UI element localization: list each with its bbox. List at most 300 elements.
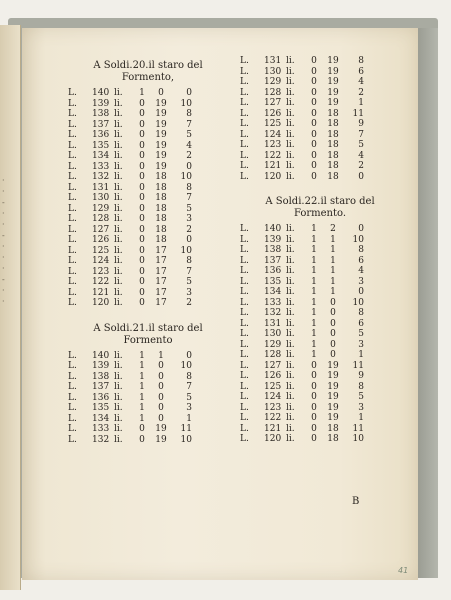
soldi-cell: 17 <box>155 245 167 256</box>
lire-mark-cell: li. <box>286 276 295 287</box>
lire-cell: 1 <box>311 224 317 234</box>
denari-cell: 10 <box>352 297 364 308</box>
lire-mark-cell: li. <box>114 277 123 287</box>
currency-mark-cell: L. <box>240 423 249 434</box>
lire-mark-cell: li. <box>286 434 295 444</box>
lire-cell: 0 <box>311 381 317 392</box>
lire-mark-cell: li. <box>286 350 295 360</box>
currency-mark-cell: L. <box>68 98 77 109</box>
rate-heading-line: A Soldi.22.il staro del <box>265 196 375 207</box>
soldi-cell: 18 <box>155 182 167 193</box>
lire-cell: 1 <box>139 403 145 413</box>
currency-mark-cell: L. <box>240 171 249 182</box>
soldi-cell: 0 <box>330 329 336 339</box>
lire-cell: 0 <box>311 129 317 140</box>
lire-mark-cell: li. <box>114 350 123 361</box>
table-row <box>240 161 400 172</box>
soldi-cell: 0 <box>330 350 336 360</box>
table-row <box>68 225 228 236</box>
table-row <box>68 172 228 183</box>
soldi-cell: 18 <box>155 214 167 224</box>
lire-cell: 0 <box>139 434 145 445</box>
lire-cell: 1 <box>311 329 317 339</box>
lire-cell: 0 <box>139 182 145 193</box>
lire-cell: 0 <box>311 171 317 182</box>
currency-mark-cell: L. <box>68 392 77 403</box>
currency-mark-cell: L. <box>240 98 249 108</box>
currency-mark-cell: L. <box>68 350 77 361</box>
lire-mark-cell: li. <box>286 98 295 108</box>
currency-mark-cell: L. <box>68 434 77 445</box>
currency-mark-cell: L. <box>68 277 77 287</box>
table-row <box>68 141 228 152</box>
denari-cell: 7 <box>186 193 192 203</box>
lire-mark-cell: li. <box>114 98 123 109</box>
left-column <box>68 58 228 445</box>
rate-heading <box>240 196 400 220</box>
table-row <box>240 151 400 162</box>
folio-number: 41 <box>398 566 409 575</box>
currency-mark-cell: L. <box>68 151 77 161</box>
lire-mark-cell: li. <box>114 298 123 308</box>
denari-cell: 7 <box>186 382 192 392</box>
denari-cell: 0 <box>186 235 192 245</box>
lire-mark-cell: li. <box>286 140 295 150</box>
lire-cell: 0 <box>311 371 317 381</box>
quantity-cell: 139 <box>264 234 282 245</box>
table-row <box>240 392 400 403</box>
quantity-cell: 139 <box>92 361 110 371</box>
denari-cell: 3 <box>358 339 364 350</box>
quantity-cell: 128 <box>264 87 282 98</box>
soldi-cell: 18 <box>155 193 167 203</box>
soldi-cell: 19 <box>155 119 167 130</box>
lire-mark-cell: li. <box>286 129 295 140</box>
quantity-cell: 133 <box>92 161 110 172</box>
denari-cell: 0 <box>186 161 192 172</box>
lire-cell: 0 <box>139 424 145 434</box>
denari-cell: 3 <box>358 402 364 413</box>
denari-cell: 11 <box>180 424 192 434</box>
currency-mark-cell: L. <box>68 88 77 98</box>
soldi-cell: 1 <box>330 245 336 255</box>
soldi-cell: 1 <box>330 266 336 276</box>
table-row <box>68 162 228 173</box>
denari-cell: 0 <box>186 88 192 98</box>
lire-mark-cell: li. <box>114 424 123 434</box>
previous-page-edge <box>0 25 21 590</box>
lire-mark-cell: li. <box>114 88 123 98</box>
table-row <box>240 245 400 256</box>
quantity-cell: 129 <box>264 339 282 350</box>
table-row <box>240 350 400 361</box>
lire-mark-cell: li. <box>114 382 123 392</box>
lire-cell: 0 <box>311 413 317 423</box>
soldi-cell: 18 <box>155 172 167 182</box>
currency-mark-cell: L. <box>240 140 249 150</box>
quantity-cell: 123 <box>264 140 282 150</box>
lire-cell: 0 <box>139 193 145 203</box>
lire-mark-cell: li. <box>114 119 123 130</box>
table-row <box>240 340 400 351</box>
lire-cell: 0 <box>139 266 145 277</box>
denari-cell: 0 <box>358 224 364 234</box>
lire-mark-cell: li. <box>286 245 295 255</box>
quantity-cell: 124 <box>264 129 282 140</box>
currency-mark-cell: L. <box>68 382 77 392</box>
rate-table <box>240 224 400 445</box>
denari-cell: 3 <box>186 403 192 413</box>
table-row <box>240 77 400 88</box>
lire-mark-cell: li. <box>114 161 123 172</box>
lire-mark-cell: li. <box>114 245 123 256</box>
currency-mark-cell: L. <box>240 360 249 371</box>
lire-mark-cell: li. <box>286 56 295 66</box>
soldi-cell: 19 <box>327 402 339 413</box>
quantity-cell: 128 <box>92 214 110 224</box>
quantity-cell: 137 <box>264 255 282 266</box>
quantity-cell: 125 <box>92 245 110 256</box>
lire-cell: 0 <box>139 172 145 182</box>
table-row <box>240 434 400 445</box>
soldi-cell: 1 <box>330 276 336 287</box>
soldi-cell: 18 <box>327 171 339 182</box>
soldi-cell: 0 <box>330 318 336 329</box>
quantity-cell: 130 <box>264 66 282 77</box>
table-row <box>68 193 228 204</box>
soldi-cell: 19 <box>327 77 339 87</box>
quantity-cell: 140 <box>92 350 110 361</box>
lire-cell: 1 <box>139 382 145 392</box>
denari-cell: 2 <box>186 298 192 308</box>
lire-cell: 1 <box>311 308 317 318</box>
lire-mark-cell: li. <box>114 266 123 277</box>
currency-mark-cell: L. <box>68 161 77 172</box>
quantity-cell: 125 <box>264 381 282 392</box>
lire-cell: 0 <box>139 109 145 119</box>
quantity-cell: 138 <box>92 109 110 119</box>
lire-cell: 1 <box>139 361 145 371</box>
quantity-cell: 132 <box>92 172 110 182</box>
currency-mark-cell: L. <box>240 245 249 255</box>
lire-cell: 1 <box>311 339 317 350</box>
quantity-cell: 139 <box>92 98 110 109</box>
lire-cell: 0 <box>139 98 145 109</box>
quantity-cell: 121 <box>92 287 110 298</box>
lire-mark-cell: li. <box>114 130 123 140</box>
soldi-cell: 18 <box>155 203 167 214</box>
quantity-cell: 137 <box>92 382 110 392</box>
quantity-cell: 130 <box>92 193 110 203</box>
lire-cell: 0 <box>311 150 317 161</box>
soldi-cell: 1 <box>330 255 336 266</box>
signature-mark: B <box>352 496 360 507</box>
currency-mark-cell: L. <box>68 424 77 434</box>
currency-mark-cell: L. <box>68 214 77 224</box>
quantity-cell: 124 <box>264 392 282 402</box>
quantity-cell: 123 <box>264 402 282 413</box>
table-row <box>240 88 400 99</box>
quantity-cell: 135 <box>92 403 110 413</box>
soldi-cell: 19 <box>327 87 339 98</box>
soldi-cell: 17 <box>155 266 167 277</box>
denari-cell: 0 <box>358 171 364 182</box>
soldi-cell: 19 <box>155 434 167 445</box>
lire-cell: 1 <box>311 266 317 276</box>
denari-cell: 8 <box>358 381 364 392</box>
denari-cell: 9 <box>358 371 364 381</box>
quantity-cell: 133 <box>264 297 282 308</box>
table-row <box>68 361 228 372</box>
rate-heading <box>68 323 228 347</box>
denari-cell: 6 <box>358 255 364 266</box>
lire-mark-cell: li. <box>114 203 123 214</box>
currency-mark-cell: L. <box>240 224 249 234</box>
denari-cell: 4 <box>358 77 364 87</box>
table-row <box>68 99 228 110</box>
denari-cell: 3 <box>358 276 364 287</box>
quantity-cell: 136 <box>92 392 110 403</box>
table-row <box>240 287 400 298</box>
soldi-cell: 18 <box>327 129 339 140</box>
lire-mark-cell: li. <box>114 392 123 403</box>
lire-mark-cell: li. <box>286 297 295 308</box>
lire-mark-cell: li. <box>286 339 295 350</box>
lire-mark-cell: li. <box>114 214 123 224</box>
rate-table <box>68 88 228 309</box>
currency-mark-cell: L. <box>240 276 249 287</box>
table-row <box>68 130 228 141</box>
soldi-cell: 0 <box>330 339 336 350</box>
soldi-cell: 17 <box>155 256 167 266</box>
currency-mark-cell: L. <box>68 182 77 193</box>
lire-mark-cell: li. <box>114 109 123 119</box>
currency-mark-cell: L. <box>240 287 249 297</box>
denari-cell: 10 <box>180 245 192 256</box>
rate-heading-line: Formento <box>123 334 173 346</box>
quantity-cell: 120 <box>92 298 110 308</box>
table-row <box>240 413 400 424</box>
currency-mark-cell: L. <box>240 350 249 360</box>
table-row <box>68 288 228 299</box>
denari-cell: 8 <box>358 308 364 318</box>
denari-cell: 6 <box>358 66 364 77</box>
lire-cell: 0 <box>311 66 317 77</box>
currency-mark-cell: L. <box>240 161 249 171</box>
currency-mark-cell: L. <box>240 87 249 98</box>
table-row <box>68 393 228 404</box>
currency-mark-cell: L. <box>240 318 249 329</box>
denari-cell: 1 <box>358 98 364 108</box>
denari-cell: 8 <box>186 182 192 193</box>
soldi-cell: 1 <box>330 234 336 245</box>
table-row <box>240 56 400 67</box>
quantity-cell: 131 <box>92 182 110 193</box>
soldi-cell: 0 <box>158 413 164 424</box>
quantity-cell: 135 <box>92 140 110 151</box>
soldi-cell: 17 <box>155 287 167 298</box>
denari-cell: 10 <box>180 172 192 182</box>
soldi-cell: 19 <box>327 360 339 371</box>
currency-mark-cell: L. <box>240 381 249 392</box>
lire-cell: 0 <box>311 98 317 108</box>
lire-cell: 1 <box>139 371 145 382</box>
currency-mark-cell: L. <box>68 256 77 266</box>
lire-cell: 1 <box>311 234 317 245</box>
denari-cell: 8 <box>186 256 192 266</box>
soldi-cell: 0 <box>158 403 164 413</box>
lire-cell: 1 <box>139 413 145 424</box>
previous-page-show-through: · · - · · - · · · - · · <box>2 176 4 306</box>
block-gap <box>68 309 228 321</box>
denari-cell: 2 <box>358 161 364 171</box>
quantity-cell: 127 <box>264 360 282 371</box>
denari-cell: 10 <box>180 98 192 109</box>
lire-cell: 0 <box>311 392 317 402</box>
currency-mark-cell: L. <box>240 329 249 339</box>
lire-cell: 1 <box>139 88 145 98</box>
table-row <box>240 266 400 277</box>
soldi-cell: 1 <box>158 350 164 361</box>
quantity-cell: 123 <box>92 266 110 277</box>
lire-mark-cell: li. <box>286 224 295 234</box>
quantity-cell: 134 <box>264 287 282 297</box>
soldi-cell: 18 <box>155 224 167 235</box>
currency-mark-cell: L. <box>68 193 77 203</box>
quantity-cell: 131 <box>264 318 282 329</box>
denari-cell: 1 <box>358 413 364 423</box>
quantity-cell: 140 <box>92 88 110 98</box>
lire-mark-cell: li. <box>114 371 123 382</box>
lire-mark-cell: li. <box>286 392 295 402</box>
currency-mark-cell: L. <box>240 108 249 119</box>
soldi-cell: 18 <box>327 108 339 119</box>
lire-mark-cell: li. <box>286 308 295 318</box>
table-row <box>240 382 400 393</box>
lire-cell: 0 <box>139 224 145 235</box>
quantity-cell: 121 <box>264 161 282 171</box>
currency-mark-cell: L. <box>240 402 249 413</box>
denari-cell: 7 <box>358 129 364 140</box>
lire-cell: 0 <box>139 130 145 140</box>
rate-heading <box>68 60 228 84</box>
soldi-cell: 18 <box>327 140 339 150</box>
soldi-cell: 0 <box>330 297 336 308</box>
denari-cell: 8 <box>186 371 192 382</box>
lire-mark-cell: li. <box>114 235 123 245</box>
lire-cell: 0 <box>139 277 145 287</box>
lire-mark-cell: li. <box>286 423 295 434</box>
denari-cell: 10 <box>352 434 364 444</box>
cover-edge <box>418 28 438 578</box>
block-gap <box>240 182 400 194</box>
lire-mark-cell: li. <box>286 87 295 98</box>
currency-mark-cell: L. <box>240 434 249 444</box>
table-row <box>240 403 400 414</box>
soldi-cell: 17 <box>155 298 167 308</box>
currency-mark-cell: L. <box>68 172 77 182</box>
denari-cell: 5 <box>186 203 192 214</box>
denari-cell: 2 <box>186 224 192 235</box>
denari-cell: 7 <box>186 266 192 277</box>
lire-mark-cell: li. <box>286 108 295 119</box>
soldi-cell: 19 <box>155 140 167 151</box>
soldi-cell: 2 <box>330 224 336 234</box>
lire-mark-cell: li. <box>286 77 295 87</box>
lire-cell: 0 <box>311 140 317 150</box>
quantity-cell: 138 <box>92 371 110 382</box>
soldi-cell: 19 <box>155 109 167 119</box>
quantity-cell: 130 <box>264 329 282 339</box>
lire-mark-cell: li. <box>114 403 123 413</box>
currency-mark-cell: L. <box>68 371 77 382</box>
table-row <box>240 319 400 330</box>
lire-cell: 0 <box>311 77 317 87</box>
currency-mark-cell: L. <box>240 129 249 140</box>
lire-cell: 0 <box>311 56 317 66</box>
lire-cell: 1 <box>139 392 145 403</box>
lire-cell: 0 <box>311 360 317 371</box>
currency-mark-cell: L. <box>68 298 77 308</box>
rate-heading-line: Formento. <box>293 208 347 219</box>
quantity-cell: 131 <box>264 56 282 66</box>
denari-cell: 8 <box>186 109 192 119</box>
lire-mark-cell: li. <box>114 287 123 298</box>
soldi-cell: 18 <box>155 235 167 245</box>
currency-mark-cell: L. <box>240 371 249 381</box>
lire-mark-cell: li. <box>114 224 123 235</box>
soldi-cell: 19 <box>155 151 167 161</box>
quantity-cell: 121 <box>264 423 282 434</box>
lire-cell: 0 <box>139 140 145 151</box>
denari-cell: 11 <box>352 423 364 434</box>
lire-cell: 0 <box>311 87 317 98</box>
soldi-cell: 18 <box>327 119 339 129</box>
rate-heading-line: A Soldi.20.il staro del <box>93 60 203 71</box>
lire-mark-cell: li. <box>286 371 295 381</box>
denari-cell: 1 <box>186 413 192 424</box>
currency-mark-cell: L. <box>240 297 249 308</box>
lire-cell: 0 <box>311 119 317 129</box>
lire-cell: 1 <box>139 350 145 361</box>
soldi-cell: 17 <box>155 277 167 287</box>
soldi-cell: 19 <box>327 413 339 423</box>
currency-mark-cell: L. <box>68 119 77 130</box>
soldi-cell: 18 <box>327 150 339 161</box>
lire-mark-cell: li. <box>286 161 295 171</box>
denari-cell: 4 <box>186 140 192 151</box>
denari-cell: 7 <box>186 119 192 130</box>
denari-cell: 2 <box>358 87 364 98</box>
soldi-cell: 19 <box>327 392 339 402</box>
soldi-cell: 0 <box>158 361 164 371</box>
denari-cell: 4 <box>358 266 364 276</box>
table-row <box>240 119 400 130</box>
soldi-cell: 0 <box>330 308 336 318</box>
lire-mark-cell: li. <box>114 256 123 266</box>
table-row <box>68 414 228 425</box>
table-row <box>240 109 400 120</box>
soldi-cell: 19 <box>155 424 167 434</box>
table-row <box>240 308 400 319</box>
quantity-cell: 127 <box>264 98 282 108</box>
quantity-cell: 134 <box>92 413 110 424</box>
currency-mark-cell: L. <box>68 203 77 214</box>
table-row <box>68 109 228 120</box>
table-row <box>240 224 400 235</box>
lire-mark-cell: li. <box>114 361 123 371</box>
denari-cell: 10 <box>180 434 192 445</box>
